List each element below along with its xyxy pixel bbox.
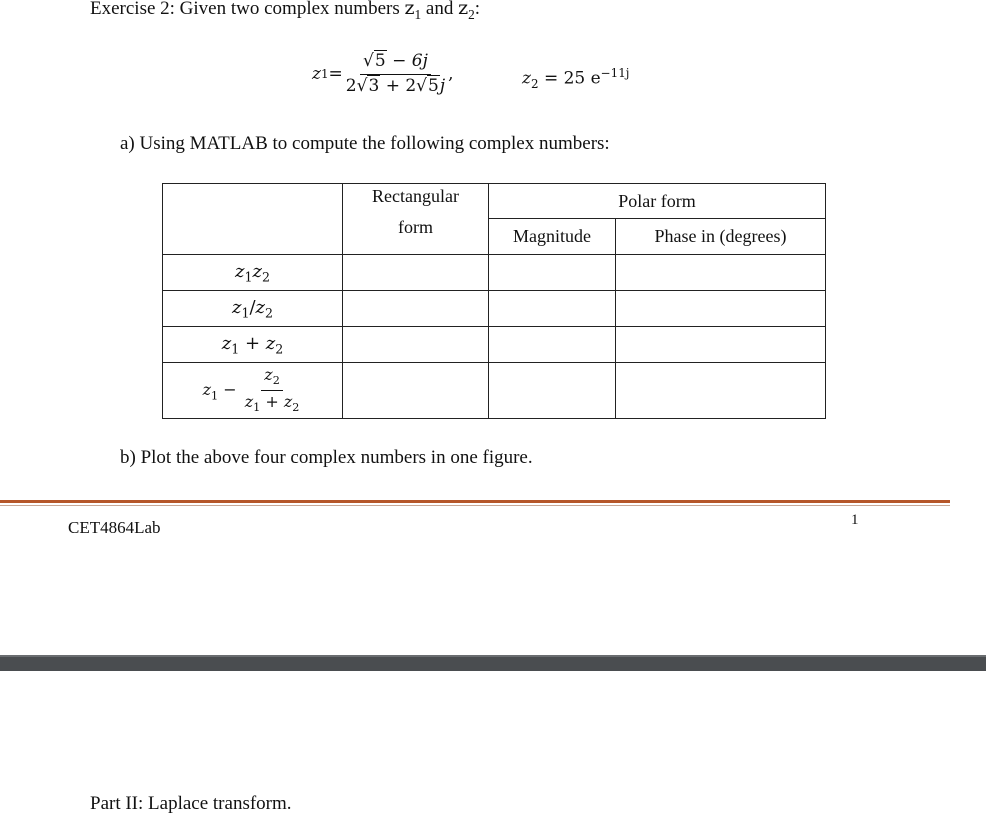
question-b: b) Plot the above four complex numbers in one figure. xyxy=(120,447,533,468)
row-label-z1-plus-z2: $z_1 + z_2$ xyxy=(163,327,343,363)
results-table xyxy=(162,183,826,419)
z1-equation: z 1 = $\frac{√5 - 6j}{2√3 + 2√5j}$ , xyxy=(312,51,454,96)
footer-rule xyxy=(0,500,950,503)
polar-form-header: Polar form xyxy=(489,184,826,219)
page-number: 1 xyxy=(851,512,859,528)
z1-numerator: √5 − 6j xyxy=(360,52,431,75)
cell-mag-2[interactable] xyxy=(489,291,616,327)
part2-heading: Part II: Laplace transform. xyxy=(90,793,292,814)
cell-mag-1[interactable] xyxy=(489,255,616,291)
cell-phase-1[interactable] xyxy=(616,255,826,291)
cell-phase-3[interactable] xyxy=(616,327,826,363)
table-corner-cell xyxy=(163,184,343,255)
row-label-z1z2: $z_1z_2$ xyxy=(163,255,343,291)
table-row xyxy=(163,291,826,327)
table-header-row xyxy=(163,184,826,219)
question-a: a) Using MATLAB to compute the following complex numbers: xyxy=(120,133,610,154)
exercise-title: Exercise 2: Given two complex numbers $z_1$ and $z_2$: xyxy=(90,0,481,22)
footer-rule-thin xyxy=(0,505,950,506)
row-label-z1-div-z2: $z_1/z_2$ xyxy=(163,291,343,327)
page-separator xyxy=(0,655,986,671)
table-row xyxy=(163,255,826,291)
row-label-z1-minus-frac: $z_1$ − $\frac{z_2}{z_1 + z_2}$ xyxy=(163,363,343,419)
rect-form-header: Rectangular form xyxy=(343,184,489,255)
table-row xyxy=(163,363,826,419)
cell-phase-2[interactable] xyxy=(616,291,826,327)
footer-lab-name: CET4864Lab xyxy=(68,518,161,537)
cell-mag-4[interactable] xyxy=(489,363,616,419)
phase-header: Phase in (degrees) xyxy=(616,219,826,255)
table-row xyxy=(163,327,826,363)
cell-rect-2[interactable] xyxy=(343,291,489,327)
page-separator-highlight xyxy=(0,655,986,657)
cell-rect-1[interactable] xyxy=(343,255,489,291)
z2-equation: $z_2 = 25$ $e^{-11j}$ xyxy=(522,66,630,92)
cell-rect-3[interactable] xyxy=(343,327,489,363)
cell-phase-4[interactable] xyxy=(616,363,826,419)
z1-fraction xyxy=(343,52,448,96)
cell-mag-3[interactable] xyxy=(489,327,616,363)
cell-rect-4[interactable] xyxy=(343,363,489,419)
z1-denominator: 2√3 + 2√5j xyxy=(345,75,446,96)
magnitude-header: Magnitude xyxy=(489,219,616,255)
